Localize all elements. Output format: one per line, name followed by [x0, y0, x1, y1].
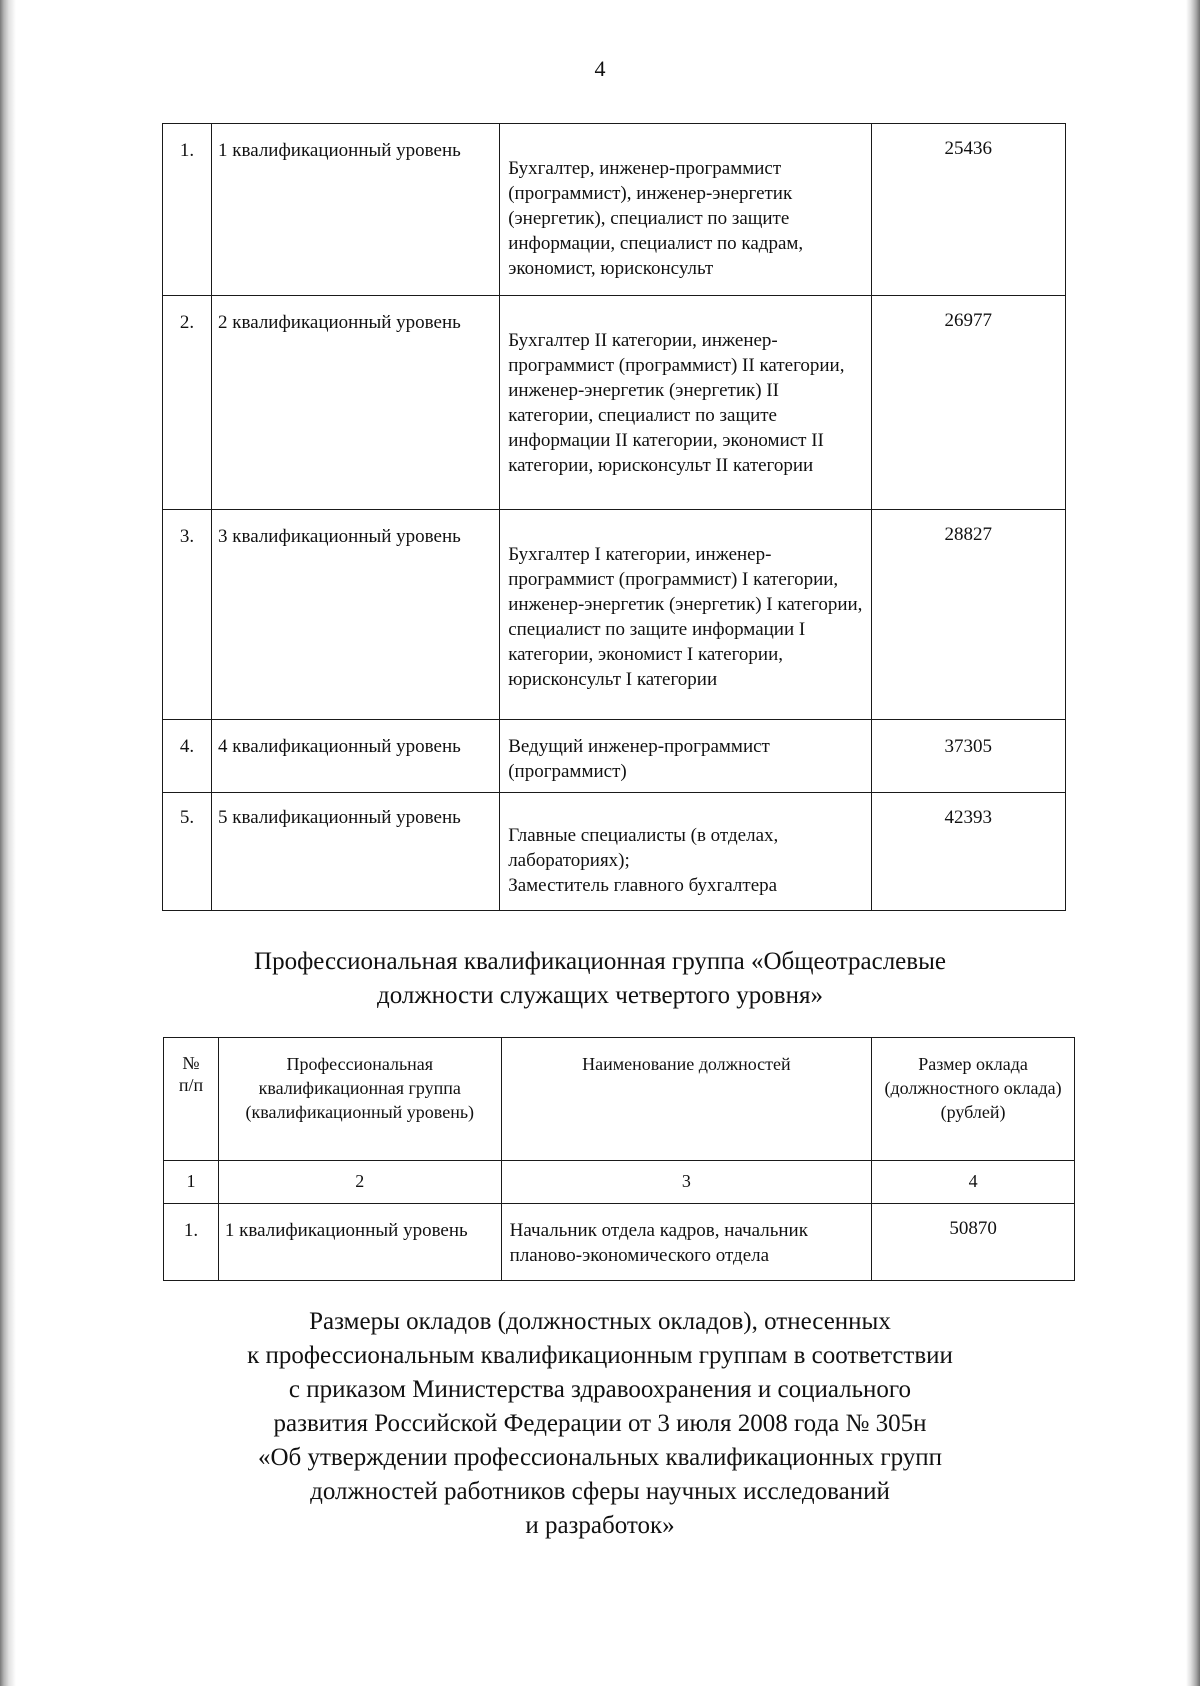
position-names-line: Главные специалисты (в отделах, лабораториях);: [508, 825, 779, 871]
salary-amount: 25436: [871, 124, 1065, 296]
table-row: [164, 1204, 1075, 1281]
salary-amount: 50870: [872, 1204, 1075, 1281]
table-row: [163, 124, 1066, 296]
qualification-level: 5 квалификационный уровень: [212, 793, 500, 911]
position-names: Бухгалтер I категории, инженер-программист (программист) I категории, инженер-энергетик (энергетик) I категории, специалист по защите информации I категории, экономист I категории, юрисконсульт I категории: [500, 510, 871, 720]
section-title-line: Размеры окладов (должностных окладов), отнесенных: [309, 1308, 891, 1335]
header-number: [164, 1038, 219, 1161]
header-positions: Наименование должностей: [501, 1038, 872, 1161]
column-number: 3: [501, 1161, 872, 1204]
row-number: 4.: [163, 720, 212, 793]
row-number: 1.: [164, 1204, 219, 1281]
section-title-science-research: [0, 1305, 1200, 1543]
section-title-fourth-level: [0, 945, 1200, 1013]
table-row: [163, 720, 1066, 793]
position-names: Ведущий инженер-программист (программист): [500, 720, 871, 793]
salary-amount: 28827: [871, 510, 1065, 720]
position-names-line: Заместитель главного бухгалтера: [508, 875, 778, 896]
position-names: Бухгалтер, инженер-программист (программист), инженер-энергетик (энергетик), специалист по защите информации, специалист по кадрам, экономист, юрисконсульт: [500, 124, 871, 296]
salary-table-general-fourth-level: [163, 1037, 1075, 1281]
salary-amount: 42393: [871, 793, 1065, 911]
header-number-sign: №: [182, 1053, 200, 1073]
header-number-label: п/п: [178, 1075, 204, 1095]
section-title-line: «Об утверждении профессиональных квалификационных групп: [257, 1444, 943, 1471]
section-title-line: должностей работников сферы научных исследований: [310, 1478, 890, 1505]
row-number: 5.: [163, 793, 212, 911]
section-title-line: и разработок»: [525, 1512, 675, 1539]
row-number: 3.: [163, 510, 212, 720]
qualification-level: 1 квалификационный уровень: [218, 1204, 501, 1281]
header-group: Профессиональная квалификационная группа (квалификационный уровень): [218, 1038, 501, 1161]
table-row: [163, 510, 1066, 720]
position-names: Бухгалтер II категории, инженер-программист (программист) II категории, инженер-энергетик (энергетик) II категории, специалист по защите информации II категории, экономист II категории, юрисконсульт II категории: [500, 296, 871, 510]
section-title-line: развития Российской Федерации от 3 июля 2008 года № 305н: [273, 1410, 927, 1437]
section-title-line: должности служащих четвертого уровня»: [377, 982, 823, 1009]
qualification-level: 1 квалификационный уровень: [212, 124, 500, 296]
section-title-line: Профессиональная квалификационная группа «Общеотраслевые: [254, 948, 946, 975]
section-title-line: к профессиональным квалификационным группам в соответствии: [247, 1342, 953, 1369]
salary-amount: 37305: [871, 720, 1065, 793]
header-salary: Размер оклада (должностного оклада) (рублей): [872, 1038, 1075, 1161]
page-number: 4: [594, 56, 606, 81]
position-names: [500, 793, 871, 911]
salary-amount: 26977: [871, 296, 1065, 510]
row-number: 2.: [163, 296, 212, 510]
qualification-level: 2 квалификационный уровень: [212, 296, 500, 510]
row-number: 1.: [163, 124, 212, 296]
salary-table-general-third-level: [162, 123, 1066, 911]
qualification-level: 3 квалификационный уровень: [212, 510, 500, 720]
table-row: [163, 793, 1066, 911]
position-names: Начальник отдела кадров, начальник планово-экономического отдела: [501, 1204, 872, 1281]
qualification-level: 4 квалификационный уровень: [212, 720, 500, 793]
section-title-line: с приказом Министерства здравоохранения и социального: [288, 1376, 912, 1403]
table-row: [163, 296, 1066, 510]
column-number: 2: [218, 1161, 501, 1204]
column-number-row: [164, 1161, 1075, 1204]
column-number: 1: [164, 1161, 219, 1204]
column-number: 4: [872, 1161, 1075, 1204]
table-header-row: [164, 1038, 1075, 1161]
